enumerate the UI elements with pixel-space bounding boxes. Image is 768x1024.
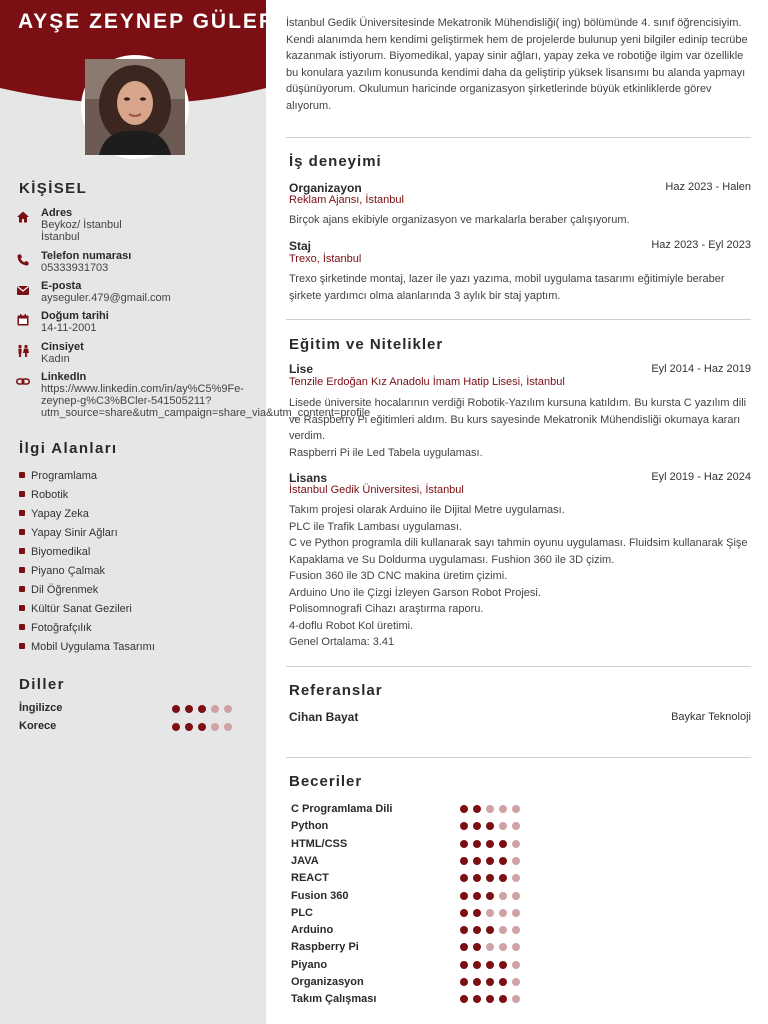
rating-dot bbox=[460, 978, 468, 986]
interest-label: Mobil Uygulama Tasarımı bbox=[31, 641, 155, 653]
experience-1-org: Reklam Ajansı, İstanbul bbox=[289, 194, 404, 206]
education-2-line: PLC ile Trafik Lambası uygulaması. bbox=[289, 520, 463, 533]
skill-name: Takım Çalışması bbox=[291, 993, 377, 1006]
mail-icon bbox=[16, 283, 30, 297]
references-section-title: Referanslar bbox=[289, 682, 383, 699]
bullet-icon bbox=[19, 643, 25, 649]
interest-item bbox=[19, 508, 89, 521]
education-2-title: Lisans bbox=[289, 471, 328, 485]
education-1-org: Tenzile Erdoğan Kız Anadolu İmam Hatip Lisesi, İstanbul bbox=[289, 376, 565, 388]
rating-dot bbox=[211, 705, 219, 713]
phone-label: Telefon numarası bbox=[41, 250, 132, 262]
rating-dot bbox=[512, 874, 520, 882]
skill-rating bbox=[460, 840, 520, 848]
rating-dot bbox=[512, 909, 520, 917]
language-name: Korece bbox=[19, 720, 57, 732]
rating-dot bbox=[512, 840, 520, 848]
rating-dot bbox=[486, 874, 494, 882]
education-section-title: Eğitim ve Nitelikler bbox=[289, 336, 444, 353]
language-rating bbox=[172, 723, 232, 731]
rating-dot bbox=[499, 874, 507, 882]
skill-name: REACT bbox=[291, 872, 329, 885]
gender-label: Cinsiyet bbox=[41, 341, 84, 353]
interest-item bbox=[19, 622, 92, 635]
education-2-desc bbox=[289, 502, 751, 651]
interest-label: Robotik bbox=[31, 489, 69, 501]
rating-dot bbox=[512, 857, 520, 865]
interest-item bbox=[19, 527, 118, 540]
skill-name: PLC bbox=[291, 906, 313, 919]
phone-value: 05333931703 bbox=[41, 262, 109, 274]
experience-2-date: Haz 2023 - Eyl 2023 bbox=[651, 239, 751, 251]
rating-dot bbox=[512, 961, 520, 969]
rating-dot bbox=[512, 805, 520, 813]
skill-rating bbox=[460, 857, 520, 865]
education-2-line: Fusion 360 ile 3D CNC makina üretim çizimi. bbox=[289, 570, 508, 582]
rating-dot bbox=[473, 892, 481, 900]
language-name: İngilizce bbox=[19, 702, 63, 714]
rating-dot bbox=[499, 805, 507, 813]
skill-name: JAVA bbox=[291, 854, 319, 867]
education-1-date: Eyl 2014 - Haz 2019 bbox=[651, 363, 751, 375]
bullet-icon bbox=[19, 586, 25, 592]
rating-dot bbox=[486, 840, 494, 848]
bullet-icon bbox=[19, 567, 25, 573]
skill-name: Arduino bbox=[291, 924, 334, 937]
education-2-line: Polisomnografi Cihazı araştırma raporu. bbox=[289, 603, 484, 615]
bullet-icon bbox=[19, 510, 25, 516]
rating-dot bbox=[211, 723, 219, 731]
skill-name: HTML/CSS bbox=[291, 837, 348, 850]
skill-rating bbox=[460, 892, 520, 900]
interest-label: Yapay Sinir Ağları bbox=[31, 527, 118, 539]
rating-dot bbox=[499, 926, 507, 934]
rating-dot bbox=[473, 857, 481, 865]
skill-rating bbox=[460, 805, 520, 813]
rating-dot bbox=[499, 961, 507, 969]
linkedin-url-line1[interactable]: https://www.linkedin.com/in/ay%C5%9Fe- bbox=[41, 383, 244, 395]
home-icon bbox=[16, 210, 30, 224]
rating-dot bbox=[512, 892, 520, 900]
interest-item bbox=[19, 489, 68, 502]
address-line2: İstanbul bbox=[41, 231, 80, 243]
interest-label: Piyano Çalmak bbox=[31, 565, 105, 577]
divider bbox=[286, 137, 751, 138]
experience-1-title: Organizayon bbox=[289, 181, 362, 195]
email-value: ayseguler.479@gmail.com bbox=[41, 292, 171, 304]
education-2-line: 4-doflu Robot Kol üretimi. bbox=[289, 619, 414, 632]
divider bbox=[286, 757, 751, 758]
summary-text: İstanbul Gedik Üniversitesinde Mekatronik Mühendisliği( ing) bölümünde 4. sınıf öğrencisiyim. Kendi alanımda hem kendimi geliştirmek hem de projelerde bulunup yeni bilgiler edinip tecrübe kazanmak istiyorum. Biyomedikal, yapay sinir ağları, yapay zeka ve robotiğe ilgim var özellikle bu konulara yazılım konusunda kendimi daha da geliştirip yüksek lisansımı bu alanda yapmayı düşünüyorum. Okulumun haricinde organizasyon şirketlerinde büyük etkinliklerde görev alıyorum. bbox=[286, 17, 748, 112]
education-1-line: Raspberri Pi ile Led Tabela uygulaması. bbox=[289, 446, 483, 459]
profile-photo bbox=[81, 55, 189, 159]
skill-name: Organizasyon bbox=[291, 976, 364, 988]
rating-dot bbox=[460, 943, 468, 951]
address-label: Adres bbox=[41, 207, 73, 219]
birth-label: Doğum tarihi bbox=[41, 310, 109, 322]
education-2-line: Genel Ortalama: 3.41 bbox=[289, 636, 395, 648]
rating-dot bbox=[460, 805, 468, 813]
skill-name: Fusion 360 bbox=[291, 889, 349, 902]
language-rating bbox=[172, 705, 232, 713]
rating-dot bbox=[499, 978, 507, 986]
rating-dot bbox=[473, 822, 481, 830]
experience-section-title: İş deneyimi bbox=[289, 153, 382, 170]
rating-dot bbox=[499, 840, 507, 848]
rating-dot bbox=[473, 943, 481, 951]
rating-dot bbox=[460, 926, 468, 934]
skill-rating bbox=[460, 995, 520, 1003]
rating-dot bbox=[486, 961, 494, 969]
rating-dot bbox=[499, 892, 507, 900]
bullet-icon bbox=[19, 529, 25, 535]
rating-dot bbox=[499, 822, 507, 830]
rating-dot bbox=[486, 943, 494, 951]
languages-section-title: Diller bbox=[19, 676, 65, 693]
rating-dot bbox=[460, 874, 468, 882]
rating-dot bbox=[224, 705, 232, 713]
rating-dot bbox=[499, 909, 507, 917]
interest-item bbox=[19, 603, 132, 616]
rating-dot bbox=[499, 857, 507, 865]
rating-dot bbox=[473, 909, 481, 917]
rating-dot bbox=[185, 723, 193, 731]
rating-dot bbox=[486, 822, 494, 830]
interest-item bbox=[19, 470, 97, 483]
rating-dot bbox=[473, 995, 481, 1003]
education-1-title: Lise bbox=[289, 362, 314, 376]
interest-label: Dil Öğrenmek bbox=[31, 584, 99, 596]
education-2-date: Eyl 2019 - Haz 2024 bbox=[651, 471, 751, 483]
interest-item bbox=[19, 584, 98, 597]
bullet-icon bbox=[19, 472, 25, 478]
phone-icon bbox=[16, 253, 30, 267]
rating-dot bbox=[198, 705, 206, 713]
rating-dot bbox=[512, 822, 520, 830]
rating-dot bbox=[172, 705, 180, 713]
people-icon bbox=[16, 344, 30, 358]
interest-label: Yapay Zeka bbox=[31, 508, 89, 520]
bullet-icon bbox=[19, 624, 25, 630]
education-2-org: İstanbul Gedik Üniversitesi, İstanbul bbox=[289, 484, 464, 496]
rating-dot bbox=[460, 909, 468, 917]
education-2-line: Takım projesi olarak Arduino ile Dijital Metre uygulaması. bbox=[289, 504, 565, 516]
gender-value: Kadın bbox=[41, 353, 70, 365]
experience-2-org: Trexo, İstanbul bbox=[289, 253, 362, 265]
skill-rating bbox=[460, 874, 520, 882]
skill-name: C Programlama Dili bbox=[291, 803, 393, 815]
bullet-icon bbox=[19, 548, 25, 554]
interest-label: Fotoğrafçılık bbox=[31, 622, 92, 634]
skill-rating bbox=[460, 822, 520, 830]
rating-dot bbox=[473, 805, 481, 813]
rating-dot bbox=[460, 892, 468, 900]
gender-info bbox=[16, 341, 266, 365]
education-2-line: C ve Python programla dili kullanarak sayı tahmin oyunu uygulaması. Fluidsim kullanarak Şişe Kapaklama ve Su Doldurma uygulaması. Fushion 360 ile 3D çizim. bbox=[289, 537, 748, 566]
rating-dot bbox=[486, 995, 494, 1003]
rating-dot bbox=[198, 723, 206, 731]
education-1-desc bbox=[289, 395, 751, 461]
linkedin-url-line3[interactable]: utm_source=share&utm_campaign=share_via&utm_content=profile bbox=[41, 407, 371, 419]
interest-item bbox=[19, 546, 90, 559]
skill-name: Piyano bbox=[291, 958, 328, 971]
experience-2-title: Staj bbox=[289, 239, 312, 253]
birth-info bbox=[16, 310, 266, 334]
reference-company: Baykar Teknoloji bbox=[671, 711, 751, 723]
rating-dot bbox=[486, 978, 494, 986]
rating-dot bbox=[224, 723, 232, 731]
interest-label: Programlama bbox=[31, 470, 98, 482]
rating-dot bbox=[512, 943, 520, 951]
skill-rating bbox=[460, 961, 520, 969]
linkedin-info bbox=[16, 371, 371, 419]
birth-value: 14-11-2001 bbox=[41, 322, 97, 334]
rating-dot bbox=[473, 961, 481, 969]
skill-rating bbox=[460, 978, 520, 986]
rating-dot bbox=[512, 926, 520, 934]
rating-dot bbox=[473, 978, 481, 986]
interest-label: Kültür Sanat Gezileri bbox=[31, 603, 132, 615]
rating-dot bbox=[499, 943, 507, 951]
divider bbox=[286, 319, 751, 320]
rating-dot bbox=[473, 840, 481, 848]
rating-dot bbox=[486, 926, 494, 934]
rating-dot bbox=[172, 723, 180, 731]
skill-name: Raspberry Pi bbox=[291, 941, 359, 954]
address-line1: Beykoz/ İstanbul bbox=[41, 219, 122, 231]
rating-dot bbox=[486, 892, 494, 900]
experience-2-desc: Trexo şirketinde montaj, lazer ile yazı yazıma, mobil uygulama tasarımı eğitimiyle beraber şirkete yardımcı olma alanlarında 3 aylık bir staj yaptım. bbox=[289, 273, 725, 302]
link-icon bbox=[16, 375, 30, 389]
email-info bbox=[16, 280, 266, 304]
interest-item bbox=[19, 641, 155, 654]
skill-rating bbox=[460, 909, 520, 917]
reference-name: Cihan Bayat bbox=[289, 710, 359, 724]
education-2-line: Arduino Uno ile Çizgi İzleyen Garson Robot Projesi. bbox=[289, 586, 541, 599]
linkedin-url-line2[interactable]: zeynep-g%C3%BCler-541505211? bbox=[41, 395, 212, 407]
experience-1-date: Haz 2023 - Halen bbox=[665, 181, 751, 193]
skill-name: Python bbox=[291, 820, 329, 833]
rating-dot bbox=[473, 874, 481, 882]
rating-dot bbox=[512, 995, 520, 1003]
education-1-line: Lisede üniversite hocalarının verdiği Robotik-Yazılım kursuna katıldım. Bu kursta C yazılım dili ve Raspberry Pi eğitimleri aldım. Bu kurs sayesinde Mekatronik Mühendisliği okumaya kararı verdim. bbox=[289, 397, 747, 442]
address-info bbox=[16, 207, 266, 243]
rating-dot bbox=[460, 857, 468, 865]
rating-dot bbox=[486, 909, 494, 917]
interests-section-title: İlgi Alanları bbox=[19, 440, 118, 457]
personal-section-title: KİŞİSEL bbox=[19, 180, 88, 197]
rating-dot bbox=[460, 961, 468, 969]
email-label: E-posta bbox=[41, 280, 82, 292]
rating-dot bbox=[473, 926, 481, 934]
experience-1-desc: Birçok ajans ekibiyle organizasyon ve markalarla beraber çalışıyorum. bbox=[289, 214, 630, 226]
skill-rating bbox=[460, 926, 520, 934]
linkedin-label: LinkedIn bbox=[41, 371, 87, 383]
bullet-icon bbox=[19, 605, 25, 611]
bullet-icon bbox=[19, 491, 25, 497]
phone-info bbox=[16, 250, 266, 274]
person-name: AYŞE ZEYNEP GÜLER bbox=[18, 10, 277, 33]
rating-dot bbox=[460, 822, 468, 830]
rating-dot bbox=[486, 805, 494, 813]
rating-dot bbox=[499, 995, 507, 1003]
divider bbox=[286, 666, 751, 667]
rating-dot bbox=[185, 705, 193, 713]
calendar-icon bbox=[16, 313, 30, 327]
interest-item bbox=[19, 565, 105, 578]
rating-dot bbox=[512, 978, 520, 986]
rating-dot bbox=[486, 857, 494, 865]
skills-section-title: Beceriler bbox=[289, 773, 363, 790]
interest-label: Biyomedikal bbox=[31, 546, 91, 558]
rating-dot bbox=[460, 995, 468, 1003]
rating-dot bbox=[460, 840, 468, 848]
skill-rating bbox=[460, 943, 520, 951]
